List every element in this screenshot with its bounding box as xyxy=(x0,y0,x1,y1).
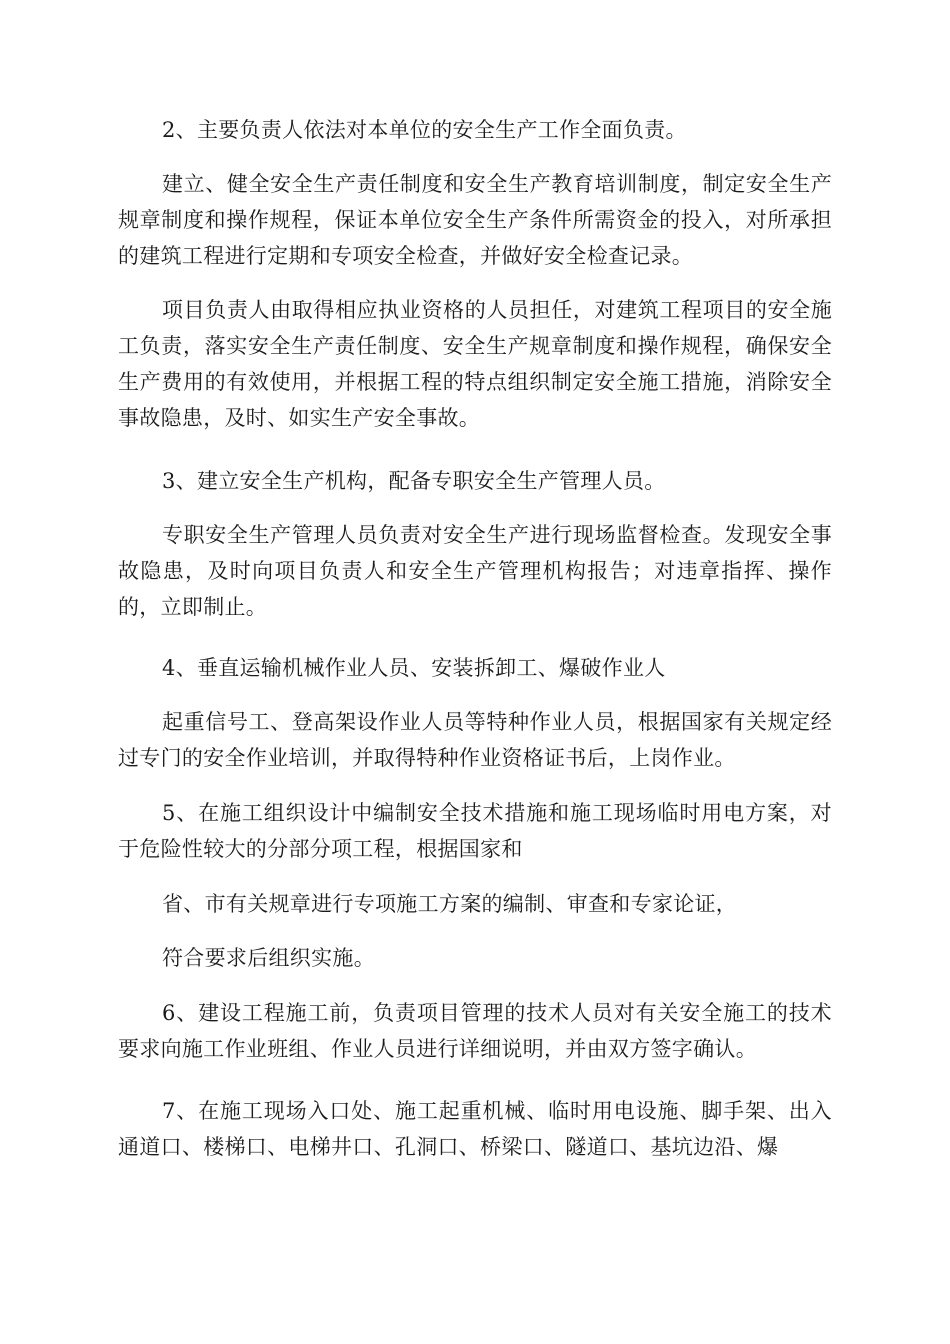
paragraph-safety-organization: 3、建立安全生产机构，配备专职安全生产管理人员。 xyxy=(162,469,666,493)
paragraph-special-operators: 4、垂直运输机械作业人员、安装拆卸工、爆破作业人 xyxy=(162,656,666,680)
paragraph-construction-design: 5、在施工组织设计中编制安全技术措施和施工现场临时用电方案，对于危险性较大的分部分项工程，根据国家和 xyxy=(118,801,832,861)
paragraph-technical-briefing: 6、建设工程施工前，负责项目管理的技术人员对有关安全施工的技术要求向施工作业班组、作业人员进行详细说明，并由双方签字确认。 xyxy=(118,1001,832,1061)
paragraph-project-manager: 项目负责人由取得相应执业资格的人员担任，对建筑工程项目的安全施工负责，落实安全生产责任制度、安全生产规章制度和操作规程，确保安全生产费用的有效使用，并根据工程的特点组织制定安全施工措施，消除安全事故隐患，及时、如实生产安全事故。 xyxy=(118,298,832,430)
paragraph-safety-system: 建立、健全安全生产责任制度和安全生产教育培训制度，制定安全生产规章制度和操作规程，保证本单位安全生产条件所需资金的投入，对所承担的建筑工程进行定期和专项安全检查，并做好安全检查记录。 xyxy=(118,172,832,268)
paragraph-special-training: 起重信号工、登高架设作业人员等特种作业人员，根据国家有关规定经过专门的安全作业培训，并取得特种作业资格证书后，上岗作业。 xyxy=(118,710,832,770)
paragraph-implementation: 符合要求后组织实施。 xyxy=(162,946,375,970)
paragraph-site-hazard-points: 7、在施工现场入口处、施工起重机械、临时用电设施、脚手架、出入通道口、楼梯口、电梯井口、孔洞口、桥梁口、隧道口、基坑边沿、爆 xyxy=(118,1099,832,1159)
paragraph-regulations-review: 省、市有关规章进行专项施工方案的编制、审查和专家论证， xyxy=(162,892,738,916)
paragraph-full-time-safety-staff: 专职安全生产管理人员负责对安全生产进行现场监督检查。发现安全事故隐患，及时向项目负责人和安全生产管理机构报告；对违章指挥、操作的，立即制止。 xyxy=(118,523,832,619)
paragraph-principal-responsibility: 2、主要负责人依法对本单位的安全生产工作全面负责。 xyxy=(162,118,687,142)
